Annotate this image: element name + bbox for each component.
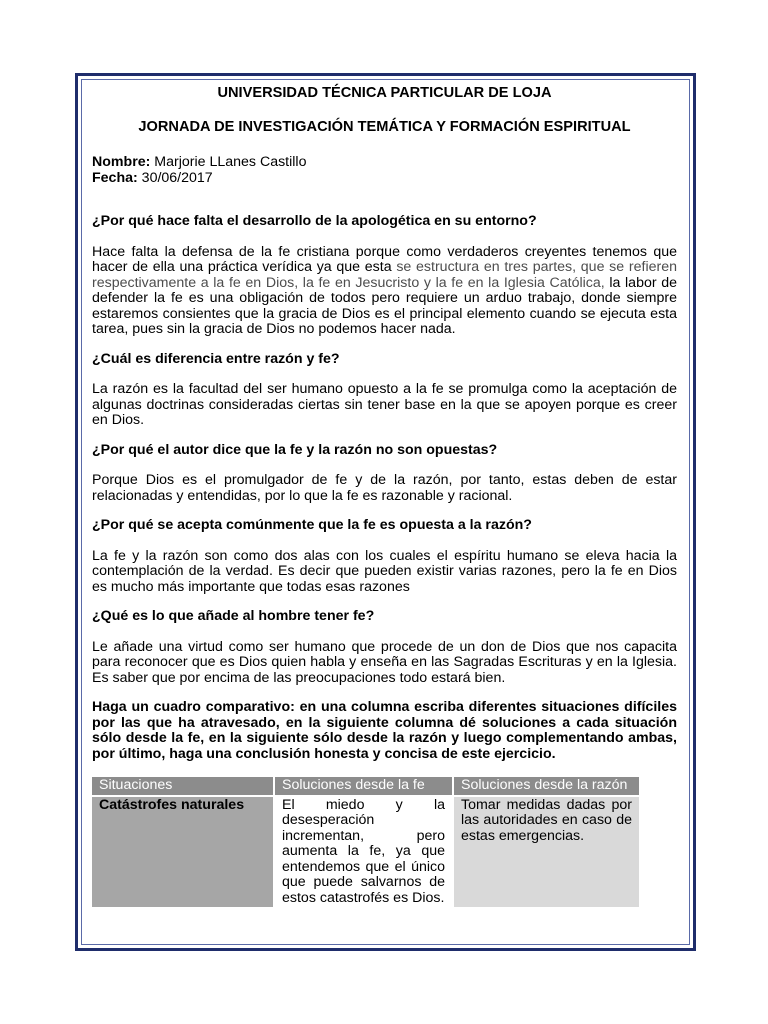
document-body xyxy=(92,84,677,909)
header-reason-solutions: Soluciones desde la razón xyxy=(454,777,639,795)
cell-reason: Tomar medidas dadas por las autoridades en caso de estas emergencias. xyxy=(454,797,639,908)
name-label: Nombre: xyxy=(92,154,151,170)
name-value: Marjorie LLanes Castillo xyxy=(150,154,307,170)
cell-faith: El miedo y la desesperación incrementan, pero aumenta la fe, ya que entendemos que el único que puede salvarnos de estos catastrofés es Dios. xyxy=(275,797,452,908)
comparison-table xyxy=(90,775,641,909)
date-label: Fecha: xyxy=(92,169,138,186)
cell-situation: Catástrofes naturales xyxy=(92,797,273,908)
name-line xyxy=(92,155,677,171)
header-situations: Situaciones xyxy=(92,777,273,795)
author-info xyxy=(92,155,677,186)
question-4: ¿Por qué se acepta comúnmente que la fe es opuesta a la razón? xyxy=(92,517,532,533)
date-value: 30/06/2017 xyxy=(137,169,213,186)
answer-1-part-3: la labor de defender la fe es una obligación de todos pero requiere un arduo trabajo, donde siempre estaremos consientes que la gracia de Dios es el principal elemento cuando se ejecuta esta tarea, pues sin la gracia de Dios no podemos hacer nada. xyxy=(92,274,677,337)
answer-2: La razón es la facultad del ser humano opuesto a la fe se promulga como la aceptación de algunas doctrinas consideradas ciertas sin tener base en la que se apoyen porque es creer en Dios. xyxy=(92,381,677,428)
table-header-row xyxy=(92,777,639,795)
table-row xyxy=(92,797,639,908)
answer-1 xyxy=(92,245,677,338)
answer-4: La fe y la razón son como dos alas con los cuales el espíritu humano se eleva hacia la contemplación de la verdad. Es decir que pueden existir varias razones, pero la fe en Dios es mucho más importante que todas esas razones xyxy=(92,547,677,595)
question-1: ¿Por qué hace falta el desarrollo de la apologética en su entorno? xyxy=(92,213,537,229)
event-title: JORNADA DE INVESTIGACIÓN TEMÁTICA Y FORMACIÓN ESPIRITUAL xyxy=(138,118,631,135)
question-2: ¿Cuál es diferencia entre razón y fe? xyxy=(92,350,340,367)
answer-3: Porque Dios es el promulgador de fe y de la razón, por tanto, estas deben de estar relacionadas y entendidas, por lo que la fe es razonable y racional. xyxy=(92,472,677,504)
question-3: ¿Por qué el autor dice que la fe y la razón no son opuestas? xyxy=(92,441,498,458)
date-line xyxy=(92,171,677,187)
header-faith-solutions: Soluciones desde la fe xyxy=(275,777,452,795)
answer-1-part-1: Hace falta la defensa de la fe cristiana porque como verdaderos creyentes tenemos que hacer de ella una práctica verídica ya que esta xyxy=(92,243,677,275)
answer-5: Le añade una virtud como ser humano que procede de un don de Dios que nos capacita para reconocer que es Dios quien habla y enseña en las Sagradas Escrituras y en la Iglesia. Es saber que por encima de las preocupaciones todo estará bien. xyxy=(92,638,677,686)
question-5: ¿Qué es lo que añade al hombre tener fe? xyxy=(92,608,375,624)
answer-1-part-2: se estructura en tres partes, que se refieren respectivamente a la fe en Dios, la fe en Jesucristo y la fe en la Iglesia Católica, xyxy=(92,259,677,291)
university-title: UNIVERSIDAD TÉCNICA PARTICULAR DE LOJA xyxy=(217,85,552,101)
instruction-paragraph: Haga un cuadro comparativo: en una columna escriba diferentes situaciones difíciles por las que ha atravesado, en la siguiente columna dé soluciones a cada situación sólo desde la fe, en la siguiente sólo desde la razón y luego complementando ambas, por último, haga una conclusión honesta y concisa de este ejercicio. xyxy=(92,699,677,762)
